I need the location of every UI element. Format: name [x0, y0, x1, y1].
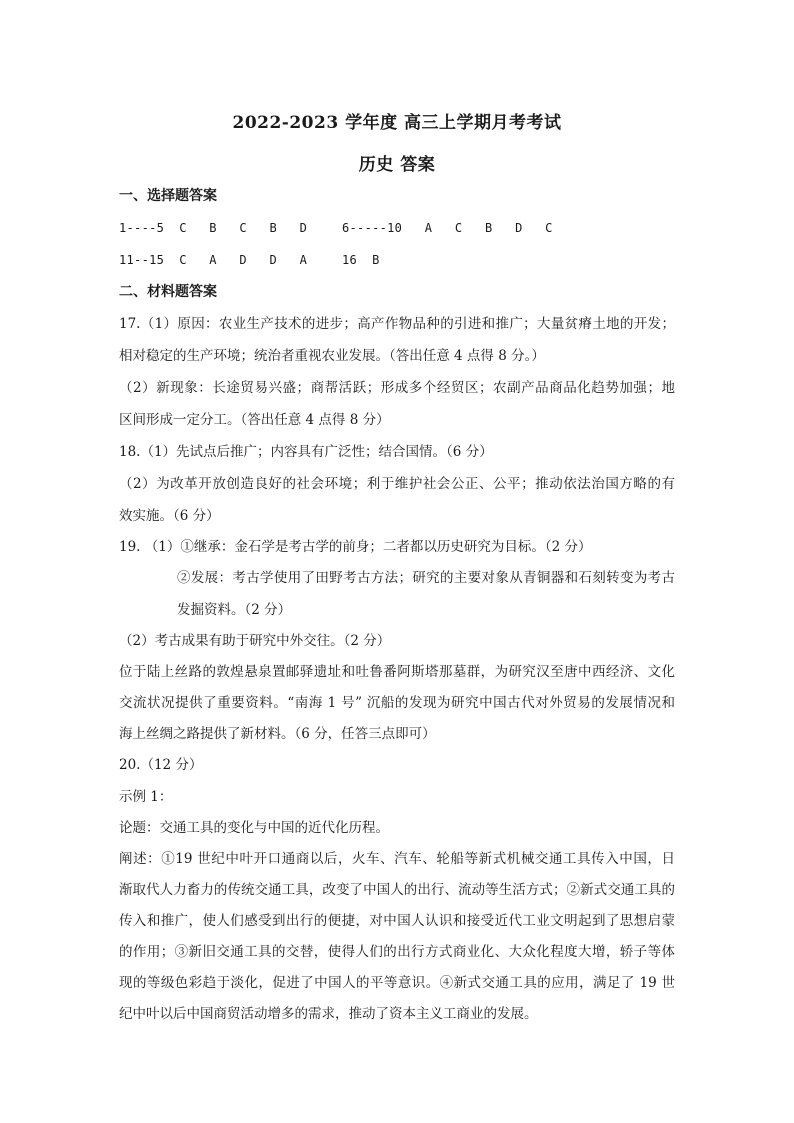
answer-line: 17.（1）原因：农业生产技术的进步；高产作物品种的引进和推广；大量贫瘠土地的开发； — [119, 316, 675, 332]
answer-line: 示例 1： — [119, 789, 173, 805]
answer-line: 阐述：①19 世纪中叶开口通商以后，火车、汽车、轮船等新式机械交通工具传入中国，日 — [119, 851, 675, 867]
answer-line: 的作用；③新旧交通工具的交替，使得人们的出行方式商业化、大众化程度大增，轿子等体 — [119, 944, 675, 960]
mc-answers-6-10 — [342, 218, 553, 238]
answer-line: （2）为改革开放创造良好的社会环境；利于维护社会公正、公平；推动依法治国方略的有 — [119, 476, 675, 492]
answer-line: （2）考古成果有助于研究中外交往。（2 分） — [119, 633, 391, 649]
answer-line: 论题：交通工具的变化与中国的近代化历程。 — [119, 820, 389, 836]
mc-answers-11-15-text: 11--15 C A D D A — [119, 253, 308, 267]
answer-line: 传入和推广，使人们感受到出行的便捷，对中国人认识和接受近代工业文明起到了思想启蒙 — [119, 913, 675, 929]
answer-line: 相对稳定的生产环境；统治者重视农业发展。（答出任意 4 点得 8 分。） — [119, 348, 545, 364]
answer-line: （2）新现象：长途贸易兴盛；商帮活跃；形成多个经贸区；农副产品商品化趋势加强；地 — [119, 380, 675, 396]
mc-answers-1-5 — [119, 218, 307, 238]
answer-line: 18.（1）先试点后推广；内容具有广泛性；结合国情。（6 分） — [119, 444, 493, 460]
answer-line: 发掘资料。（2 分） — [177, 602, 292, 618]
document-subtitle: 历史 答案 — [358, 155, 436, 175]
document-title: 2022-2023 学年度 高三上学期月考考试 — [232, 113, 562, 133]
answer-line: 交流状况提供了重要资料。“南海 1 号” 沉船的发现为研究中国古代对外贸易的发展情况和 — [119, 695, 675, 711]
mc-answer-16 — [342, 250, 380, 270]
answer-line: 现的等级色彩趋于淡化，促进了中国人的平等意识。④新式交通工具的应用，满足了 19 世 — [119, 975, 675, 991]
section-heading-multiple-choice: 一、选择题答案 — [119, 188, 217, 204]
answer-line: 纪中叶以后中国商贸活动增多的需求，推动了资本主义工商业的发展。 — [119, 1006, 538, 1022]
mc-answers-1-5-text: 1----5 C B C B D — [119, 221, 308, 235]
mc-answer-16-text: 16 B — [342, 253, 380, 267]
answer-line: ②发展：考古学使用了田野考古方法；研究的主要对象从青铜器和石刻转变为考古 — [177, 570, 675, 586]
answer-line: 19. （1）①继承：金石学是考古学的前身；二者都以历史研究为目标。（2 分） — [119, 539, 592, 555]
answer-line: 位于陆上丝路的敦煌悬泉置邮驿遗址和吐鲁番阿斯塔那墓群，为研究汉至唐中西经济、文化 — [119, 664, 675, 680]
answer-line: 区间形成一定分工。（答出任意 4 点得 8 分） — [119, 412, 390, 428]
answer-line: 渐取代人力畜力的传统交通工具，改变了中国人的出行、流动等生活方式；②新式交通工具的 — [119, 882, 675, 898]
mc-answers-11-15 — [119, 250, 307, 270]
section-heading-material-questions: 二、材料题答案 — [119, 284, 217, 300]
answer-line: 效实施。（6 分） — [119, 508, 220, 524]
mc-answers-6-10-text: 6-----10 A C B D C — [342, 221, 553, 235]
answer-line: 20.（12 分） — [119, 757, 203, 773]
answer-line: 海上丝绸之路提供了新材料。（6 分，任答三点即可） — [119, 726, 436, 742]
